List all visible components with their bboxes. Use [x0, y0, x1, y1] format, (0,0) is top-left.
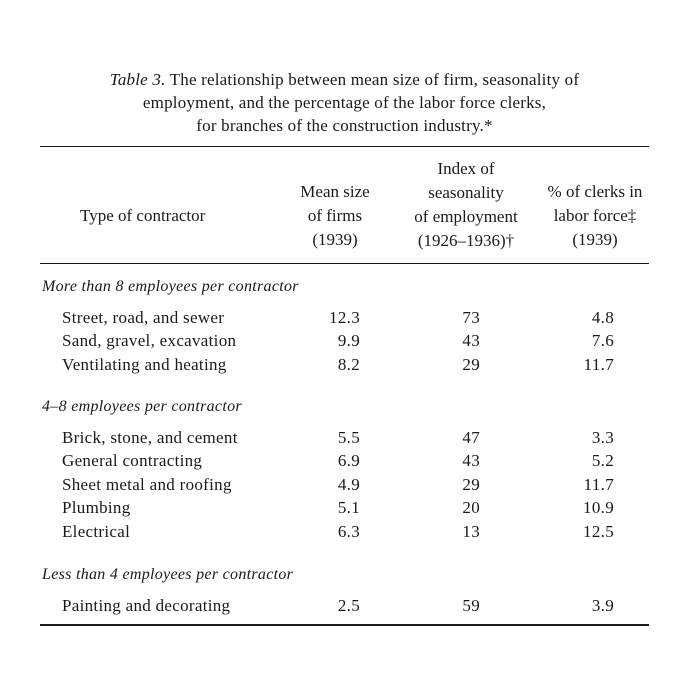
cell-seasonality: 29: [462, 474, 480, 494]
header-clerks-line-3: (1939): [572, 230, 618, 249]
cell-size: 5.5: [337, 428, 360, 447]
cell-seasonality: 43: [462, 331, 480, 351]
cell-type: General contracting: [62, 451, 203, 471]
cell-seasonality: 20: [462, 498, 480, 518]
cell-seasonality: 29: [462, 354, 480, 374]
header-seasonality-line-4: (1926–1936)†: [417, 231, 515, 250]
cell-seasonality: 59: [462, 596, 480, 615]
header-clerks: [538, 180, 652, 252]
cell-type: Electrical: [62, 521, 131, 541]
header-size-line-2: of firms: [307, 206, 363, 225]
cell-clerks: 3.3: [591, 428, 614, 447]
cell-clerks: 3.9: [591, 596, 614, 615]
cell-seasonality: 13: [462, 521, 480, 541]
header-seasonality: [398, 157, 534, 253]
cell-clerks: 10.9: [583, 498, 614, 518]
header-size-line-1: Mean size: [300, 182, 370, 201]
section-title: 4–8 employees per contractor: [42, 398, 242, 415]
header-clerks-line-2: labor force‡: [553, 206, 637, 225]
cell-size: 4.9: [337, 474, 360, 494]
header-seasonality-line-3: of employment: [414, 207, 518, 226]
table-row: [0, 596, 689, 619]
header-type-label: Type of contractor: [80, 206, 206, 225]
cell-size: 12.3: [329, 308, 360, 327]
cell-size: 5.1: [337, 498, 360, 518]
table-row: [0, 522, 689, 545]
cell-type: Painting and decorating: [62, 596, 231, 615]
cell-clerks: 11.7: [583, 474, 614, 494]
header-seasonality-line-2: seasonality: [428, 183, 504, 202]
table-row: [0, 498, 689, 521]
header-type: [80, 204, 260, 228]
table-row: [0, 428, 689, 451]
caption-line-1: The relationship between mean size of firm, seasonality of: [165, 70, 580, 89]
cell-type: Ventilating and heating: [62, 354, 227, 374]
cell-clerks: 11.7: [583, 354, 614, 374]
bottom-rule: [40, 624, 649, 626]
caption-line-2: employment, and the percentage of the labor force clerks,: [142, 93, 547, 112]
section-title: Less than 4 employees per contractor: [42, 566, 294, 583]
table-row: [0, 451, 689, 474]
cell-clerks: 12.5: [583, 521, 614, 541]
header-rule: [40, 263, 649, 264]
section-title: More than 8 employees per contractor: [42, 278, 299, 295]
cell-seasonality: 73: [462, 308, 480, 327]
header-size-line-3: (1939): [312, 230, 358, 249]
cell-size: 8.2: [337, 354, 360, 374]
table-row: [0, 308, 689, 331]
cell-type: Plumbing: [62, 498, 131, 518]
top-rule: [40, 146, 649, 147]
header-seasonality-line-1: Index of: [437, 159, 495, 178]
cell-type: Brick, stone, and cement: [62, 428, 238, 447]
caption-line-3: for branches of the construction industry.*: [196, 116, 493, 135]
cell-seasonality: 47: [462, 428, 480, 447]
header-size: [280, 180, 390, 252]
table-row: [0, 331, 689, 354]
table-row: [0, 355, 689, 378]
header-clerks-line-1: % of clerks in: [547, 182, 643, 201]
cell-clerks: 4.8: [591, 308, 614, 327]
cell-clerks: 7.6: [591, 331, 614, 351]
cell-clerks: 5.2: [591, 451, 614, 471]
cell-type: Sand, gravel, excavation: [62, 331, 237, 351]
table-row: [0, 475, 689, 498]
cell-size: 2.5: [337, 596, 360, 615]
cell-seasonality: 43: [462, 451, 480, 471]
cell-type: Street, road, and sewer: [62, 308, 225, 327]
table-label: Table 3.: [109, 70, 166, 89]
cell-size: 6.3: [337, 521, 360, 541]
table-caption: [40, 68, 649, 137]
cell-size: 6.9: [337, 451, 360, 471]
cell-size: 9.9: [337, 331, 360, 351]
cell-type: Sheet metal and roofing: [62, 474, 232, 494]
